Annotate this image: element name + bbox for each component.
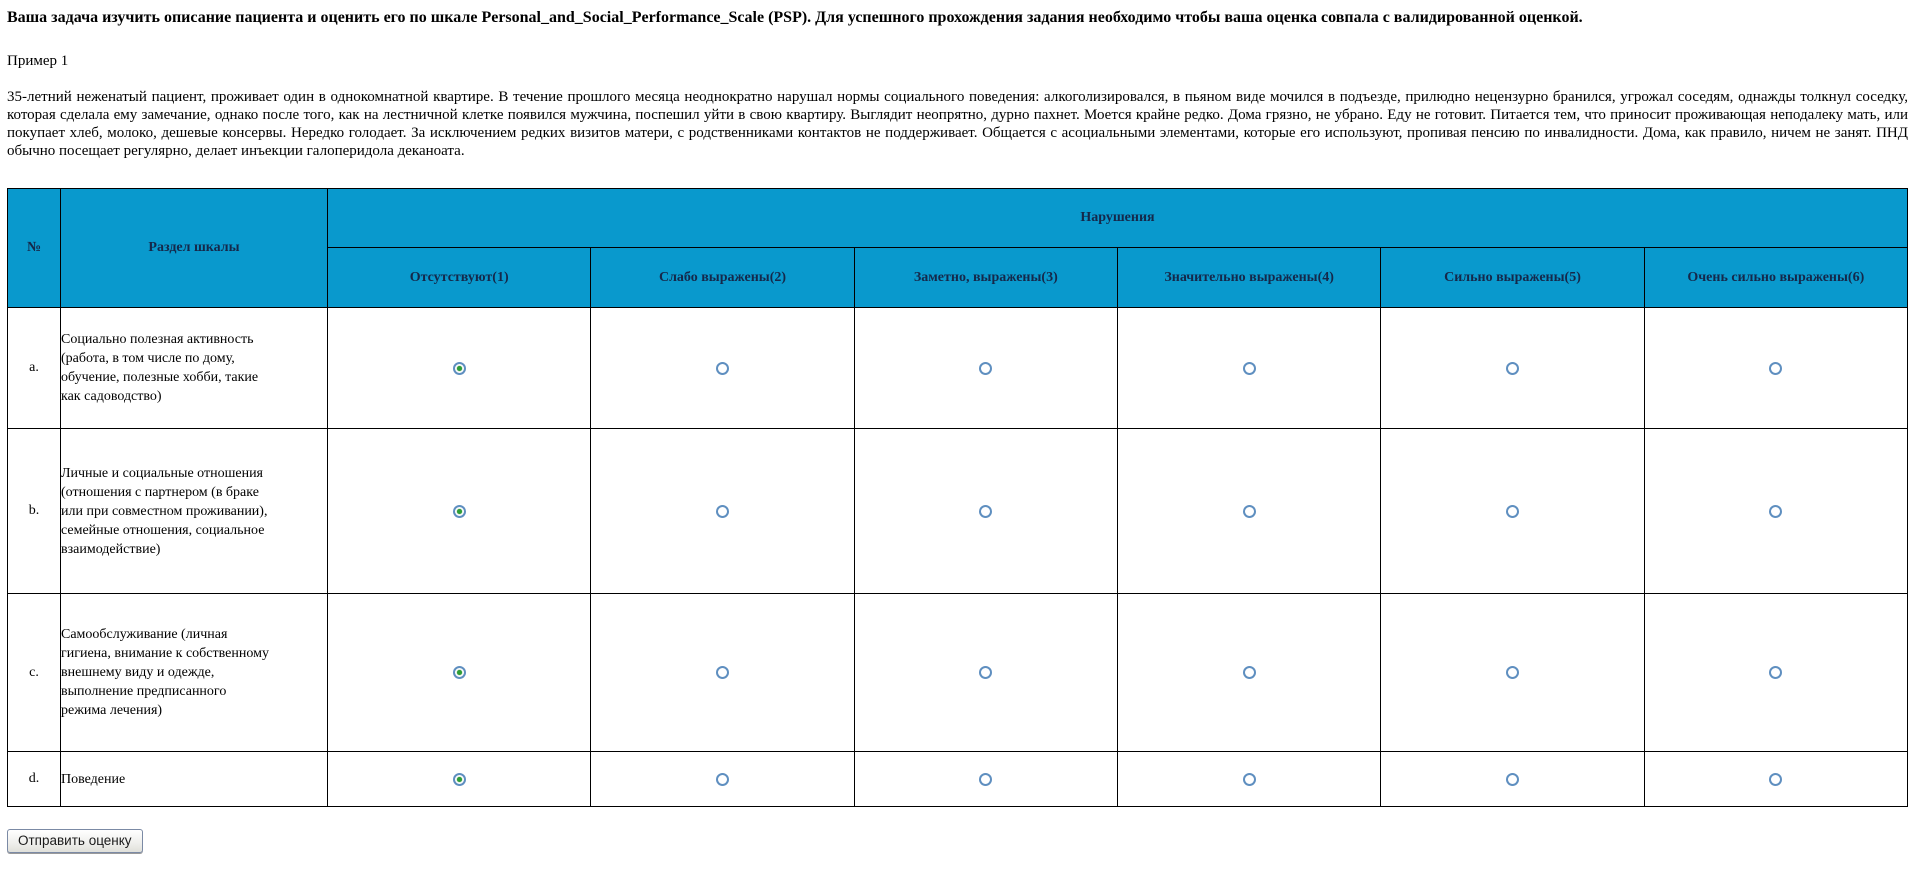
table-row-c xyxy=(8,594,1908,752)
radio-row-c-level-5[interactable] xyxy=(1506,666,1519,679)
radio-cell xyxy=(1381,752,1644,807)
radio-cell xyxy=(854,429,1117,594)
radio-row-d-level-6[interactable] xyxy=(1769,773,1782,786)
radio-row-c-level-3[interactable] xyxy=(979,666,992,679)
radio-row-c-level-4[interactable] xyxy=(1243,666,1256,679)
psp-rating-table xyxy=(7,188,1908,807)
column-header-section: Раздел шкалы xyxy=(61,189,328,308)
radio-cell xyxy=(1117,429,1380,594)
radio-row-c-level-1[interactable] xyxy=(453,666,466,679)
radio-row-a-level-1[interactable] xyxy=(453,362,466,375)
radio-cell xyxy=(1117,594,1380,752)
column-header-severity-2: Слабо выражены(2) xyxy=(591,248,854,308)
radio-cell xyxy=(854,594,1117,752)
radio-cell xyxy=(1117,752,1380,807)
column-header-severity-6: Очень сильно выражены(6) xyxy=(1644,248,1907,308)
radio-cell xyxy=(1644,752,1907,807)
radio-cell xyxy=(328,429,591,594)
radio-cell xyxy=(854,752,1117,807)
table-row-d xyxy=(8,752,1908,807)
submit-rating-button[interactable]: Отправить оценку xyxy=(7,829,143,853)
radio-cell xyxy=(1381,594,1644,752)
column-header-number: № xyxy=(8,189,61,308)
row-label xyxy=(61,594,328,752)
radio-cell xyxy=(1381,308,1644,429)
radio-row-a-level-2[interactable] xyxy=(716,362,729,375)
table-row-a xyxy=(8,308,1908,429)
radio-cell xyxy=(328,594,591,752)
row-label-text: Личные и социальные отношения (отношения с партнером (в браке или при совместном проживании), семейные отношения, социальное взаимодействие) xyxy=(61,465,268,557)
radio-cell xyxy=(1117,308,1380,429)
radio-row-b-level-5[interactable] xyxy=(1506,505,1519,518)
radio-row-c-level-2[interactable] xyxy=(716,666,729,679)
row-label-text: Социально полезная активность (работа, в том числе по дому, обучение, полезные хобби, такие как садоводство) xyxy=(61,332,259,404)
row-label xyxy=(61,429,328,594)
radio-cell xyxy=(328,752,591,807)
radio-cell xyxy=(591,594,854,752)
row-label-text: Самообслуживание (личная гигиена, внимание к собственному внешнему виду и одежде, выполнение предписанного режима лечения) xyxy=(61,627,269,718)
radio-row-d-level-1[interactable] xyxy=(453,773,466,786)
radio-cell xyxy=(854,308,1117,429)
radio-row-c-level-6[interactable] xyxy=(1769,666,1782,679)
radio-row-a-level-4[interactable] xyxy=(1243,362,1256,375)
radio-cell xyxy=(591,752,854,807)
radio-row-a-level-6[interactable] xyxy=(1769,362,1782,375)
row-label xyxy=(61,752,328,807)
radio-row-d-level-4[interactable] xyxy=(1243,773,1256,786)
row-id: c. xyxy=(8,594,61,752)
radio-row-b-level-2[interactable] xyxy=(716,505,729,518)
column-group-violations: Нарушения xyxy=(328,189,1908,248)
radio-row-b-level-4[interactable] xyxy=(1243,505,1256,518)
column-header-severity-1: Отсутствуют(1) xyxy=(328,248,591,308)
task-instruction: Ваша задача изучить описание пациента и оценить его по шкале Personal_and_Social_Performance_Scale (PSP). Для успешного прохождения задания необходимо чтобы ваша оценка совпала с валидированной оценкой. xyxy=(7,9,1583,26)
radio-cell xyxy=(1644,308,1907,429)
radio-cell xyxy=(1381,429,1644,594)
row-id: b. xyxy=(8,429,61,594)
radio-cell xyxy=(591,308,854,429)
example-label: Пример 1 xyxy=(7,53,69,69)
patient-description: 35-летний неженатый пациент, проживает один в однокомнатной квартире. В течение прошлого месяца неоднократно нарушал нормы социального поведения: алкоголизировался, в пьяном виде мочился в подъезде, прилюдно нецензурно бранился, угрожал соседям, однажды толкнул соседку, которая сделала ему замечание, однако после того, как на лестничной клетке появился мужчина, поспешил уйти в свою квартиру. Выглядит неопрятно, дурно пахнет. Моется крайне редко. Дома грязно, не убрано. Еду не готовит. Питается тем, что приносит проживающая неподалеку мать, или покупает хлеб, молоко, дешевые консервы. Нередко голодает. За исключением редких визитов матери, с родственниками контактов не поддерживает. Общается с асоциальными элементами, которые его используют, пропивая пенсию по инвалидности. Дома, как правило, ничем не занят. ПНД обычно посещает регулярно, делает инъекции галоперидола деканоата. xyxy=(7,89,1908,159)
row-id: a. xyxy=(8,308,61,429)
radio-row-b-level-3[interactable] xyxy=(979,505,992,518)
table-row-b xyxy=(8,429,1908,594)
row-id: d. xyxy=(8,752,61,807)
table-header-row-group xyxy=(8,189,1908,248)
radio-cell xyxy=(328,308,591,429)
radio-cell xyxy=(1644,429,1907,594)
radio-cell xyxy=(1644,594,1907,752)
radio-row-b-level-1[interactable] xyxy=(453,505,466,518)
row-label xyxy=(61,308,328,429)
radio-row-d-level-5[interactable] xyxy=(1506,773,1519,786)
column-header-severity-4: Значительно выражены(4) xyxy=(1117,248,1380,308)
row-label-text: Поведение xyxy=(61,771,126,787)
column-header-severity-3: Заметно, выражены(3) xyxy=(854,248,1117,308)
radio-row-a-level-5[interactable] xyxy=(1506,362,1519,375)
column-header-severity-5: Сильно выражены(5) xyxy=(1381,248,1644,308)
radio-cell xyxy=(591,429,854,594)
radio-row-b-level-6[interactable] xyxy=(1769,505,1782,518)
radio-row-a-level-3[interactable] xyxy=(979,362,992,375)
radio-row-d-level-2[interactable] xyxy=(716,773,729,786)
radio-row-d-level-3[interactable] xyxy=(979,773,992,786)
